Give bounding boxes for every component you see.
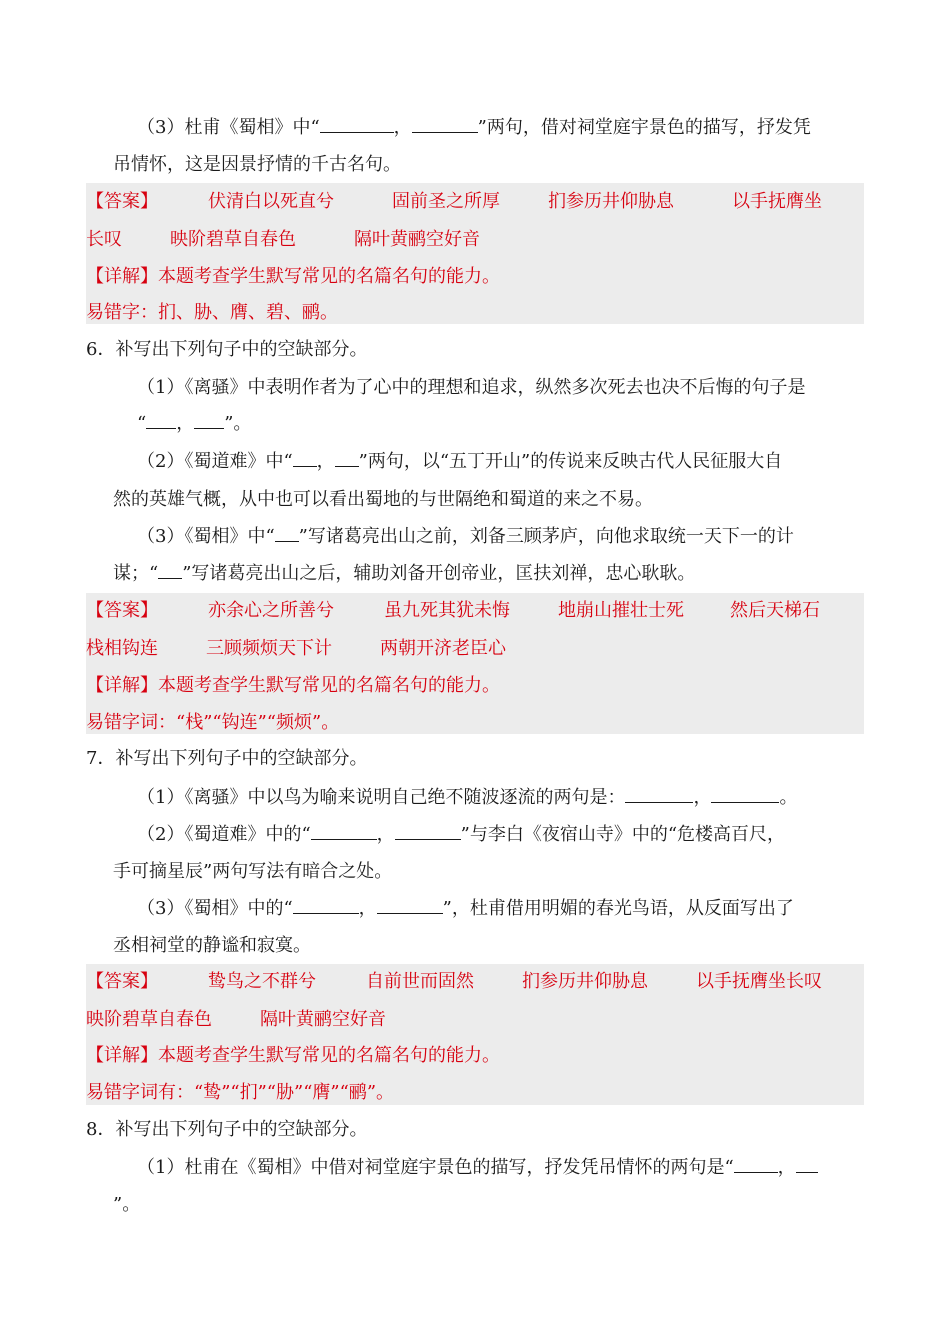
q7-sub1: （1）《离骚》中以鸟为喻来说明自己绝不随波逐流的两句是： ， 。 (137, 787, 798, 808)
blank (412, 116, 478, 133)
q6-sub3-line1: （3）《蜀相》中“ ”写诸葛亮出山之前，刘备三顾茅庐，向他求取统一天下一的计 (137, 526, 794, 547)
answer-item: 鸷鸟之不群兮 (208, 971, 316, 992)
q7-sub3-line1: （3）《蜀相》中的“ ， ”，杜甫借用明媚的春光鸟语，从反面写出了 (137, 898, 794, 919)
q7-detail: 【详解】本题考查学生默写常见的名篇名句的能力。 (86, 1045, 500, 1066)
answer-label: 【答案】 (86, 600, 158, 621)
answer-item: 然后天梯石 (730, 600, 820, 621)
q7-answer-line1 (86, 969, 822, 995)
answer-item: 隔叶黄鹂空好音 (260, 1009, 386, 1030)
answer-item: 两朝开济老臣心 (380, 638, 506, 659)
blank (711, 786, 779, 803)
blank (293, 450, 317, 467)
answer-item: 亦余心之所善兮 (208, 600, 334, 621)
blank (275, 525, 299, 542)
answer-label: 【答案】 (86, 971, 158, 992)
blank (311, 823, 377, 840)
q6-sub1-line2: “ ， ”。 (137, 413, 252, 434)
blank (293, 897, 359, 914)
blank (335, 450, 359, 467)
q7-sub2-line2: 手可摘星辰”两句写法有暗合之处。 (113, 861, 393, 882)
answer-item: 自前世而固然 (366, 971, 474, 992)
answer-item: 映阶碧草自春色 (170, 229, 296, 250)
answer-item: 扪参历井仰胁息 (522, 971, 648, 992)
q5-answer-line1 (86, 189, 822, 215)
blank (194, 412, 224, 429)
answer-item: 固前圣之所厚 (392, 191, 500, 212)
q6-error-note: 易错字词：“栈”“钩连”“频烦”。 (86, 712, 340, 733)
q5-error-note: 易错字：扪、胁、膺、碧、鹂。 (86, 302, 338, 323)
q7-sub3-line2: 丞相祠堂的静谧和寂寞。 (113, 935, 311, 956)
blank (625, 786, 693, 803)
q6-sub1-line1: （1）《离骚》中表明作者为了心中的理想和追求，纵然多次死去也决不后悔的句子是 (137, 377, 806, 398)
q5-answer-line2 (86, 227, 480, 253)
q6-detail: 【详解】本题考查学生默写常见的名篇名句的能力。 (86, 675, 500, 696)
q5-sub3-line2: 吊情怀，这是因景抒情的千古名句。 (113, 154, 401, 175)
q8-title: 8．补写出下列句子中的空缺部分。 (86, 1119, 368, 1140)
answer-item: 栈相钩连 (86, 638, 158, 659)
q8-sub1-line2: ”。 (113, 1194, 141, 1215)
blank (377, 897, 443, 914)
answer-item: 隔叶黄鹂空好音 (354, 229, 480, 250)
q8-sub1-line1: （1）杜甫在《蜀相》中借对祠堂庭宇景色的描写，抒发凭吊情怀的两句是“ ， (137, 1155, 818, 1181)
q6-sub3-line2: 谋；“ ”写诸葛亮出山之后，辅助刘备开创帝业，匡扶刘禅，忠心耿耿。 (113, 563, 696, 584)
answer-item: 以手抚膺坐长叹 (696, 971, 822, 992)
q7-title: 7．补写出下列句子中的空缺部分。 (86, 748, 368, 769)
blank (320, 116, 394, 133)
answer-item: 地崩山摧壮士死 (558, 600, 684, 621)
q7-answer-line2 (86, 1007, 386, 1033)
blank (146, 412, 176, 429)
q5-sub3-line1: （3）杜甫《蜀相》中“ ， ”两句，借对祠堂庭宇景色的描写，抒发凭 (137, 117, 811, 138)
answer-item: 以手抚膺坐 (732, 191, 822, 212)
answer-label: 【答案】 (86, 191, 158, 212)
blank (796, 1156, 818, 1173)
q5-detail: 【详解】本题考查学生默写常见的名篇名句的能力。 (86, 266, 500, 287)
q6-answer-line2 (86, 636, 506, 662)
answer-item: 伏清白以死直兮 (208, 191, 334, 212)
answer-item: 长叹 (86, 229, 122, 250)
q6-sub2-line2: 然的英雄气概，从中也可以看出蜀地的与世隔绝和蜀道的来之不易。 (113, 489, 653, 510)
q6-title: 6．补写出下列句子中的空缺部分。 (86, 339, 368, 360)
answer-item: 虽九死其犹未悔 (384, 600, 510, 621)
blank (395, 823, 461, 840)
q6-answer-line1 (86, 598, 820, 624)
q7-sub2-line1: （2）《蜀道难》中的“ ， ”与李白《夜宿山寺》中的“危楼高百尺， (137, 824, 786, 845)
blank (734, 1156, 778, 1173)
q6-sub2-line1: （2）《蜀道难》中“ ， ”两句，以“五丁开山”的传说来反映古代人民征服大自 (137, 451, 783, 472)
q7-error-note: 易错字词有：“鸷”“扪”“胁”“膺”“鹂”。 (86, 1082, 395, 1103)
answer-item: 三顾频烦天下计 (206, 638, 332, 659)
answer-item: 映阶碧草自春色 (86, 1009, 212, 1030)
answer-item: 扪参历井仰胁息 (548, 191, 674, 212)
blank (158, 562, 182, 579)
